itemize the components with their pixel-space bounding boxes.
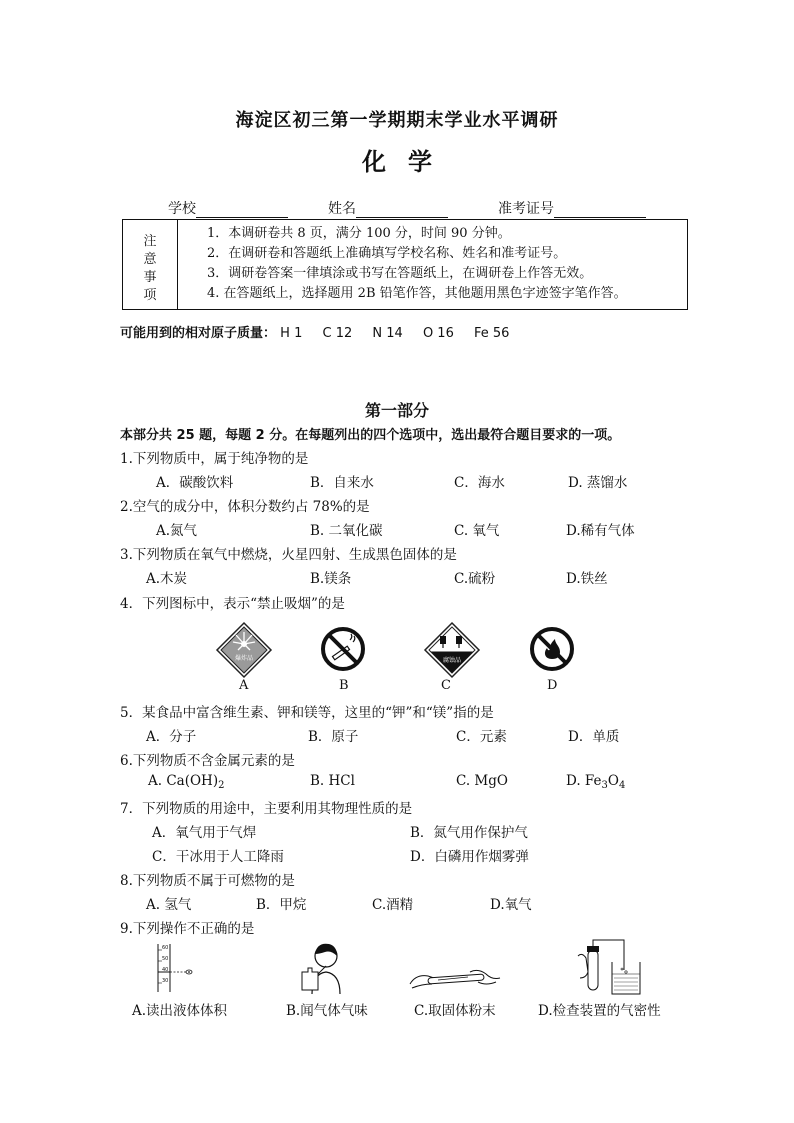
part-instructions	[120, 424, 620, 443]
formula-text: D. Fe	[566, 773, 602, 789]
atomic-mass-value: Fe 56	[474, 326, 510, 341]
graduated-cylinder-icon[interactable]	[150, 942, 210, 994]
explosive-sign-icon[interactable]	[216, 622, 272, 678]
notice-box	[122, 219, 688, 310]
exam-id-label: 准考证号	[498, 201, 554, 217]
school-blank[interactable]	[196, 203, 288, 218]
question-9-stem: 9.下列操作不正确的是	[120, 921, 255, 937]
q4-label-a: A	[239, 678, 249, 693]
atomic-mass-label: 可能用到的相对原子质量：	[120, 326, 277, 341]
q6-option-a[interactable]	[148, 773, 224, 791]
formula-subscript: 3	[601, 780, 608, 791]
name-blank[interactable]	[356, 203, 448, 218]
instructions-text: 本部分共 25 题，每题 2 分。在每题列出的	[120, 428, 374, 443]
q2-option-c[interactable]: C. 氧气	[454, 523, 500, 539]
q6-option-d[interactable]	[566, 773, 625, 791]
formula-text: A. Ca(OH)	[148, 773, 219, 789]
q7-option-c[interactable]: C．干冰用于人工降雨	[152, 849, 284, 865]
cylinder-tick: 40	[162, 967, 169, 973]
part-title: 第一部分	[364, 401, 429, 420]
q6-option-b[interactable]: B. HCl	[310, 773, 355, 789]
q4-label-d: D	[547, 678, 558, 693]
notice-item: 2．在调研卷和答题纸上准确填写学校名称、姓名和准考证号。	[207, 246, 567, 261]
q7-option-b[interactable]: B．氮气用作保护气	[410, 825, 528, 841]
no-smoking-sign-icon[interactable]	[320, 626, 366, 672]
school-label: 学校	[168, 201, 196, 217]
notice-label	[123, 220, 178, 309]
atomic-mass-value: H 1	[280, 326, 303, 341]
q5-option-b[interactable]: B．原子	[308, 729, 359, 745]
question-3-stem: 3.下列物质在氧气中燃烧，火星四射、生成黑色固体的是	[120, 547, 457, 563]
q8-option-d[interactable]: D.氧气	[490, 897, 532, 913]
q6-option-c[interactable]: C. MgO	[456, 773, 508, 789]
question-8-stem: 8.下列物质不属于可燃物的是	[120, 873, 295, 889]
name-field[interactable]	[328, 198, 448, 218]
powder-test-tube-icon[interactable]	[408, 960, 502, 994]
q1-option-c[interactable]: C．海水	[454, 475, 505, 491]
q5-option-d[interactable]: D．单质	[568, 729, 620, 745]
atomic-mass-value: O 16	[422, 326, 454, 341]
question-4-stem: 4．下列图标中，表示“禁止吸烟”的是	[120, 596, 345, 612]
q2-option-d[interactable]: D.稀有气体	[566, 523, 635, 539]
notice-item: 4. 在答题纸上，选择题用 2B 铅笔作答，其他题用黑色字迹签字笔作答。	[207, 286, 627, 301]
person-smelling-icon[interactable]	[296, 938, 352, 994]
q1-option-b[interactable]: B．自来水	[310, 475, 374, 491]
formula-subscript: 4	[619, 780, 626, 791]
atomic-mass-value: C 12	[322, 326, 353, 341]
cylinder-tick: 30	[162, 978, 169, 984]
sign-c-text: 腐蚀品	[442, 657, 462, 664]
notice-label-char: 意	[143, 252, 157, 267]
notice-label-char: 项	[143, 288, 157, 303]
notice-label-char: 事	[143, 270, 157, 285]
school-field[interactable]	[168, 198, 288, 218]
notice-label-char: 注	[143, 234, 157, 249]
q9-option-d[interactable]: D.检查装置的气密性	[538, 1003, 661, 1019]
no-fire-sign-icon[interactable]	[529, 626, 575, 672]
atomic-mass-value: N 14	[372, 326, 403, 341]
q2-option-a[interactable]: A.氮气	[156, 523, 198, 539]
instructions-text: ，选出最符合题目要求的一项。	[438, 428, 621, 443]
question-6-stem: 6.下列物质不含金属元素的是	[120, 753, 295, 769]
q3-option-a[interactable]: A.木炭	[146, 571, 188, 587]
q5-option-c[interactable]: C．元素	[456, 729, 507, 745]
q8-option-a[interactable]: A. 氢气	[146, 897, 192, 913]
page-title: 海淀区初三第一学期期末学业水平调研	[235, 110, 559, 131]
subject-title: 化学	[362, 147, 454, 176]
question-7-stem: 7．下列物质的用途中，主要利用其物理性质的是	[120, 801, 413, 817]
q9-option-c[interactable]: C.取固体粉末	[414, 1003, 496, 1019]
exam-id-blank[interactable]	[554, 203, 646, 218]
q4-label-c: C	[441, 678, 451, 693]
q3-option-b[interactable]: B.镁条	[310, 571, 352, 587]
q8-option-b[interactable]: B．甲烷	[256, 897, 307, 913]
notice-item: 3．调研卷答案一律填涂或书写在答题纸上，在调研卷上作答无效。	[207, 266, 593, 281]
q7-option-a[interactable]: A．氧气用于气焊	[152, 825, 257, 841]
q7-option-d[interactable]: D．白磷用作烟雾弹	[410, 849, 529, 865]
exam-id-field[interactable]	[498, 198, 646, 218]
instructions-emphasis: 四个选项中	[373, 428, 439, 443]
question-1-stem: 1.下列物质中，属于纯净物的是	[120, 451, 309, 467]
q9-option-b[interactable]: B.闻气体气味	[286, 1003, 368, 1019]
q3-option-c[interactable]: C.硫粉	[454, 571, 496, 587]
question-5-stem: 5．某食品中富含维生素、钾和镁等，这里的“钾”和“镁”指的是	[120, 705, 494, 721]
q8-option-c[interactable]: C.酒精	[372, 897, 414, 913]
formula-text: O	[607, 773, 619, 789]
corrosive-sign-icon[interactable]	[424, 622, 480, 678]
notice-item: 1．本调研卷共 8 页，满分 100 分，时间 90 分钟。	[207, 226, 511, 241]
cylinder-tick: 50	[162, 956, 169, 962]
name-label: 姓名	[328, 201, 356, 217]
formula-subscript: 2	[218, 780, 225, 791]
q4-label-b: B	[339, 678, 349, 693]
q3-option-d[interactable]: D.铁丝	[566, 571, 608, 587]
airtightness-apparatus-icon[interactable]	[568, 936, 646, 996]
q2-option-b[interactable]: B. 二氧化碳	[310, 523, 383, 539]
q1-option-d[interactable]: D. 蒸馏水	[568, 475, 628, 491]
q9-option-a[interactable]: A.读出液体体积	[132, 1003, 228, 1019]
atomic-mass-line	[120, 322, 525, 341]
q5-option-a[interactable]: A．分子	[146, 729, 197, 745]
question-2-stem: 2.空气的成分中，体积分数约占 78%的是	[120, 499, 370, 515]
sign-a-text: 爆炸品	[234, 655, 254, 662]
q1-option-a[interactable]: A．碳酸饮料	[156, 475, 234, 491]
cylinder-tick: 60	[162, 945, 169, 951]
notice-items	[207, 224, 627, 304]
